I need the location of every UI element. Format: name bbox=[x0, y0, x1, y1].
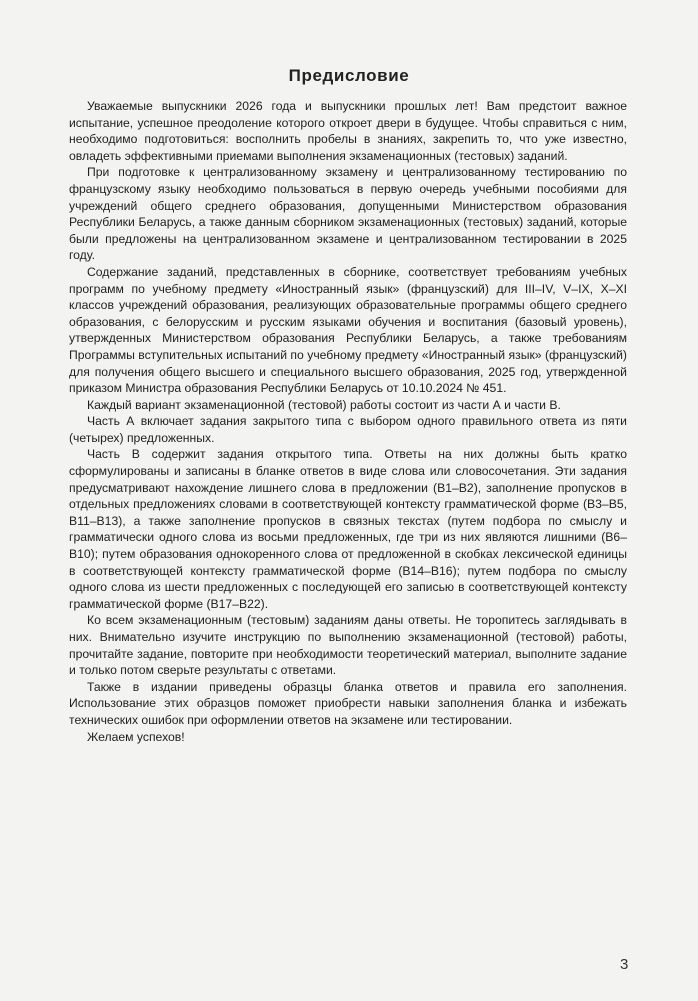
page-number: 3 bbox=[620, 956, 629, 973]
paragraph-part-b: Часть В содержит задания открытого типа. Ответы на них должны быть кратко сформулированы и записаны в бланке ответов в виде слова или словосочетания. Эти задания предусматривают нахождение лишнего слова в предложении (В1–В2), заполнение пропусков в отдельных предложениях словами в соответствующей контексту грамматической форме (В3–В5, В11–В13), а также заполнение пропусков в связных текстах (путем подбора по смыслу и грамматически одного слова из восьми предложенных, где три из них являются лишними (В6–В10); путем образования однокоренного слова от предложенной в скобках лексической единицы в соответствующей контексту грамматической форме (В14–В16); путем подбора по смыслу одного слова из шести предложенных с последующей его записью в соответствующей контексту грамматической форме (В17–В22). bbox=[69, 447, 627, 611]
paragraph-content: Содержание заданий, представленных в сборнике, соответствует требованиям учебных программ по учебному предмету «Иностранный язык» (французский) для III–IV, V–IX, X–XI классов учреждений образования, реализующих образовательные программы общего среднего образования, с белорусским и русским языками обучения и воспитания (базовый уровень), утвержденных Министерством образования Республики Беларусь, а также требованиям Программы вступительных испытаний по учебному предмету «Иностранный язык» (французский) для получения общего высшего и специального высшего образования, 2025 год, утвержденной приказом Министра образования Республики Беларусь от 10.10.2024 № 451. bbox=[69, 264, 627, 396]
paragraph-greeting: Уважаемые выпускники 2026 года и выпускники прошлых лет! Вам предстоит важное испытание, успешное преодоление которого откроет двери в будущее. Чтобы справиться с ним, необходимо подготовиться: восполнить пробелы в знаниях, закрепить то, что уже известно, овладеть эффективными приемами выполнения экзаменационных (тестовых) заданий. bbox=[69, 99, 627, 163]
paragraph-structure: Каждый вариант экзаменационной (тестовой) работы состоит из части А и части В. bbox=[87, 397, 561, 412]
paragraph-preparation: При подготовке к централизованному экзамену и централизованному тестированию по французскому языку необходимо пользоваться в первую очередь учебными пособиями для учреждений общего среднего образования, допущенными Министерством образования Республики Беларусь, а также данным сборником экзаменационных (тестовых) заданий, которые были предложены на централизованном экзамене и централизованном тестировании в 2025 году. bbox=[69, 165, 627, 263]
paragraph-wishes: Желаем успехов! bbox=[87, 729, 185, 744]
page-title: Предисловие bbox=[288, 66, 410, 85]
paragraph-forms: Также в издании приведены образцы бланка ответов и правила его заполнения. Использование этих образцов поможет приобрести навыки заполнения бланка и избежать технических ошибок при оформлении ответов на экзамене или тестировании. bbox=[69, 679, 627, 727]
paragraph-answers: Ко всем экзаменационным (тестовым) заданиям даны ответы. Не торопитесь заглядывать в них. Внимательно изучите инструкцию по выполнению экзаменационной (тестовой) работы, прочитайте задание, повторите при необходимости теоретический материал, выполните задание и только потом сверьте результаты с ответами. bbox=[69, 613, 627, 678]
preface-body bbox=[69, 98, 627, 745]
paragraph-part-a: Часть А включает задания закрытого типа с выбором одного правильного ответа из пяти (четырех) предложенных. bbox=[69, 414, 627, 445]
